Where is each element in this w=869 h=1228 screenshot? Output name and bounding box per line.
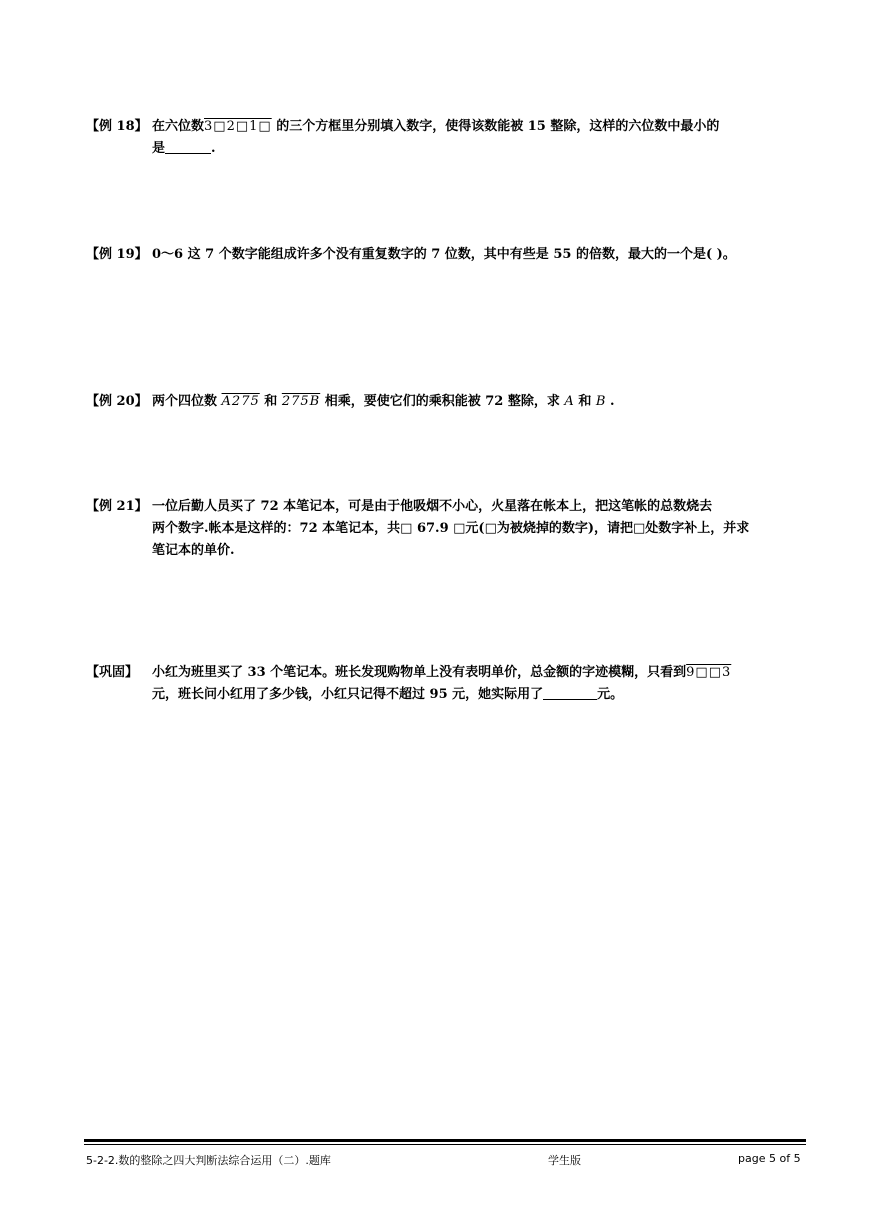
problem-tag: 【例 19】 (86, 247, 148, 262)
answer-blank (165, 139, 211, 154)
footer-edition: 学生版 (548, 1154, 581, 1167)
problem-18 (86, 116, 816, 160)
problem-text: 一位后勤人员买了 72 本笔记本，可是由于他吸烟不小心，火星落在帐本上，把这笔帐的总数烧去 (152, 499, 713, 514)
problem-text: 和 (578, 394, 592, 409)
partial-total-number: 9□□3 (686, 665, 732, 680)
problem-text: 和 (264, 394, 278, 409)
problem-consolidate (86, 662, 816, 706)
problem-text: 两个数字.帐本是这样的：72 本笔记本，共□ 67.9 □元(□为被烧掉的数字)，请把□处数字补上，并求 (152, 521, 750, 536)
six-digit-number: 3□2□1□ (204, 119, 272, 134)
variable-a: A (564, 394, 574, 409)
problem-tag: 【巩固】 (86, 665, 139, 680)
problem-text: 是 (152, 141, 166, 156)
problem-text: 相乘，要使它们的乘积能被 72 整除，求 (324, 394, 560, 409)
variable-b: B (595, 394, 606, 409)
problem-text: 两个四位数 (152, 394, 218, 409)
footer-rule (84, 1144, 806, 1145)
problem-20 (86, 391, 816, 413)
problem-text: 的三个方框里分别填入数字，使得该数能被 15 整除，这样的六位数中最小的 (276, 119, 720, 134)
problem-text: 元。 (597, 687, 624, 702)
problem-21 (86, 496, 816, 562)
problem-tag: 【例 20】 (86, 394, 148, 409)
problem-text: 在六位数 (152, 119, 205, 134)
answer-blank (543, 685, 597, 700)
problem-text: 元，班长问小红用了多少钱，小红只记得不超过 95 元，她实际用了 (152, 687, 544, 702)
variable-a: A275 (221, 394, 260, 409)
problem-text: 0～6 这 7 个数字能组成许多个没有重复数字的 7 位数，其中有些是 55 的倍数，最大的一个是( )。 (152, 247, 736, 262)
four-digit-number-a (222, 394, 260, 409)
problem-tag: 【例 18】 (86, 119, 148, 134)
problem-text: . (609, 394, 615, 409)
problem-19 (86, 244, 816, 266)
problem-text: 笔记本的单价. (152, 543, 235, 558)
problem-text: . (211, 141, 216, 156)
footer-title: 5-2-2.数的整除之四大判断法综合运用（二）.题库 (86, 1154, 331, 1167)
problem-text: 小红为班里买了 33 个笔记本。班长发现购物单上没有表明单价，总金额的字迹模糊，只看到 (152, 665, 687, 680)
four-digit-number-b (282, 394, 320, 409)
page-number: page 5 of 5 (738, 1152, 801, 1165)
problem-tag: 【例 21】 (86, 499, 148, 514)
variable-b: 275B (281, 394, 321, 409)
footer-rule (84, 1139, 806, 1142)
